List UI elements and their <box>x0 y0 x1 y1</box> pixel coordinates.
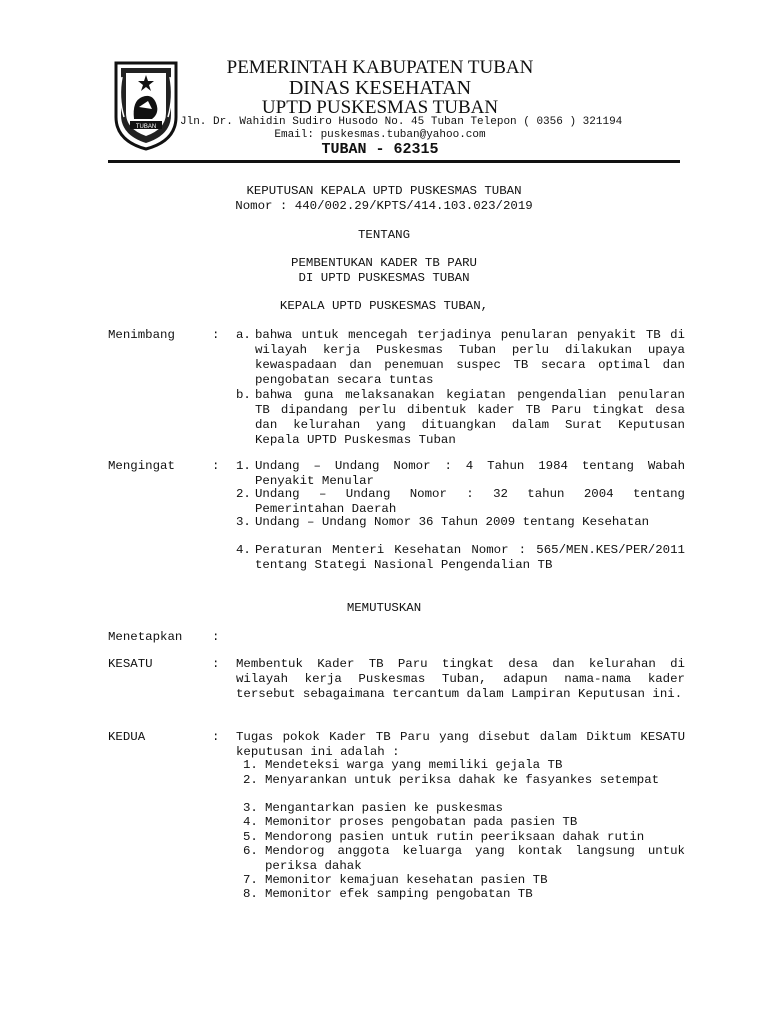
kedua-item-6: Mendorog anggota keluarga yang kontak langsung untuk periksa dahak <box>265 844 685 873</box>
list-marker: 1. <box>236 459 251 473</box>
kedua-item-7: Memonitor kemajuan kesehatan pasien TB <box>265 873 548 887</box>
letterhead-email: Email: puskesmas.tuban@yahoo.com <box>274 129 486 141</box>
menimbang-label: Menimbang <box>108 328 175 342</box>
kedua-item-2: Menyarankan untuk periksa dahak ke fasyankes setempat <box>265 773 660 787</box>
list-marker: 5. <box>243 830 258 844</box>
menetapkan-label: Menetapkan <box>108 630 183 644</box>
list-marker: 3. <box>243 801 258 815</box>
kedua-intro: Tugas pokok Kader TB Paru yang disebut dalam Diktum KESATU keputusan ini adalah : <box>236 730 685 759</box>
tentang-heading: TENTANG <box>357 228 411 242</box>
kesatu-text: Membentuk Kader TB Paru tingkat desa dan kelurahan di wilayah kerja Puskesmas Tuban, adapun nama-nama kader tersebut sebagaimana tercantum dalam Lampiran Keputusan ini. <box>236 657 685 701</box>
kedua-colon: : <box>212 730 220 744</box>
authority-heading: KEPALA UPTD PUSKESMAS TUBAN, <box>279 299 489 313</box>
mengingat-label: Mengingat <box>108 459 175 473</box>
seal-text: TUBAN <box>135 124 157 130</box>
kedua-item-8: Memonitor efek samping pengobatan TB <box>265 887 533 901</box>
kedua-item-4: Memonitor proses pengobatan pada pasien TB <box>265 815 578 829</box>
list-marker: 1. <box>243 758 258 772</box>
list-marker: 3. <box>236 515 251 529</box>
list-marker: a. <box>236 328 251 342</box>
list-marker: 2. <box>236 487 251 501</box>
list-marker: 2. <box>243 773 258 787</box>
subject-line2: DI UPTD PUSKESMAS TUBAN <box>298 271 470 285</box>
kedua-label: KEDUA <box>108 730 146 744</box>
list-marker: 6. <box>243 844 258 858</box>
list-marker: 4. <box>243 815 258 829</box>
mengingat-item-3: Undang – Undang Nomor 36 Tahun 2009 tentang Kesehatan <box>255 515 650 529</box>
subject-line1: PEMBENTUKAN KADER TB PARU <box>291 256 477 270</box>
letterhead-address: Jln. Dr. Wahidin Sudiro Husodo No. 45 Tuban Telepon ( 0356 ) 321194 <box>180 116 623 128</box>
letterhead-line3: UPTD PUSKESMAS TUBAN <box>261 97 499 118</box>
letterhead-line1: PEMERINTAH KABUPATEN TUBAN <box>226 57 534 78</box>
mengingat-item-2: Undang – Undang Nomor : 32 tahun 2004 tentang Pemerintahan Daerah <box>255 487 685 516</box>
mengingat-colon: : <box>212 459 220 473</box>
tuban-seal-logo <box>112 57 180 151</box>
list-marker: 4. <box>236 543 251 557</box>
list-marker: 8. <box>243 887 258 901</box>
memutuskan-heading: MEMUTUSKAN <box>346 601 422 615</box>
kesatu-colon: : <box>212 657 220 671</box>
menimbang-item-a: bahwa untuk mencegah terjadinya penularan penyakit TB di wilayah kerja Puskesmas Tuban perlu dilakukan upaya kewaspadaan dan penemuan suspec TB secara optimal dan pengobatan secara tuntas <box>255 328 685 387</box>
decree-title: KEPUTUSAN KEPALA UPTD PUSKESMAS TUBAN <box>246 184 522 198</box>
kedua-item-1: Mendeteksi warga yang memiliki gejala TB <box>265 758 563 772</box>
mengingat-item-4: Peraturan Menteri Kesehatan Nomor : 565/MEN.KES/PER/2011 tentang Stategi Nasional Pengendalian TB <box>255 543 685 572</box>
letterhead-city: TUBAN - 62315 <box>321 141 439 158</box>
mengingat-item-1: Undang – Undang Nomor : 4 Tahun 1984 tentang Wabah Penyakit Menular <box>255 459 685 488</box>
letterhead-divider <box>108 160 680 163</box>
decree-number: Nomor : 440/002.29/KPTS/414.103.023/2019 <box>235 199 533 213</box>
kedua-item-5: Mendorong pasien untuk rutin peeriksaan dahak rutin <box>265 830 645 844</box>
list-marker: b. <box>236 388 251 402</box>
kedua-item-3: Mengantarkan pasien ke puskesmas <box>265 801 503 815</box>
list-marker: 7. <box>243 873 258 887</box>
menetapkan-colon: : <box>212 630 220 644</box>
menimbang-item-b: bahwa guna melaksanakan kegiatan pengendalian penularan TB dipandang perlu dibentuk kader TB Paru tingkat desa dan kelurahan yang dituangkan dalam Surat Keputusan Kepala UPTD Puskesmas Tuban <box>255 388 685 447</box>
kesatu-label: KESATU <box>108 657 153 671</box>
menimbang-colon: : <box>212 328 220 342</box>
letterhead-line2: DINAS KESEHATAN <box>288 77 472 99</box>
